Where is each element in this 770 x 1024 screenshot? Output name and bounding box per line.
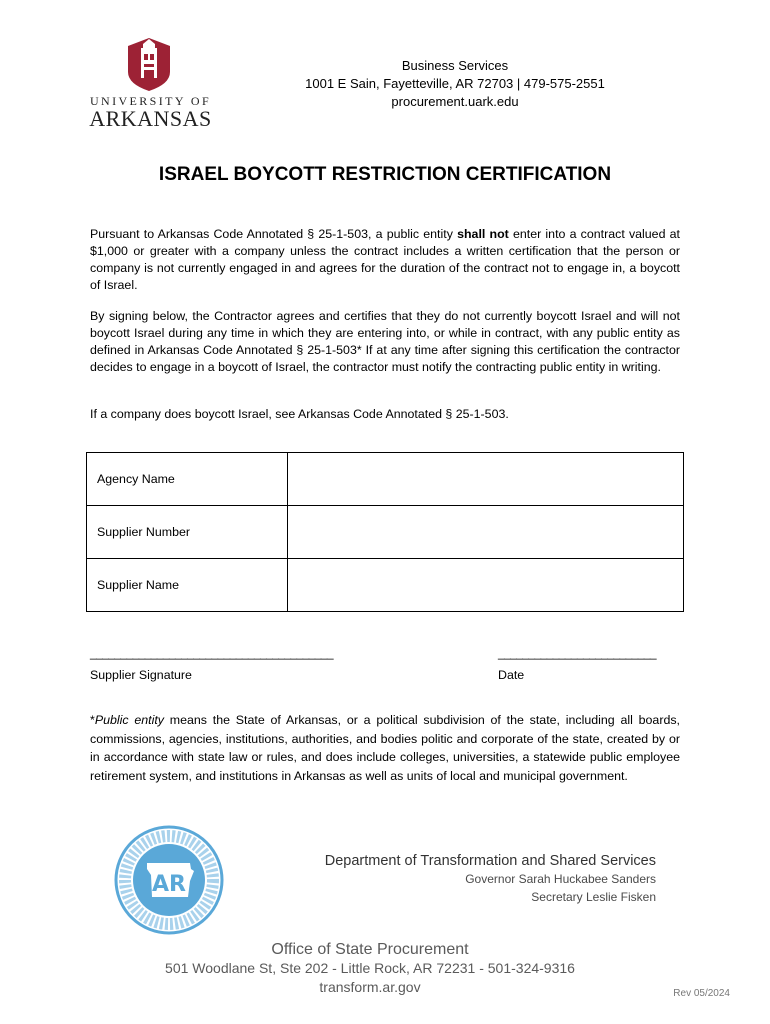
- date-label: Date: [498, 668, 525, 682]
- agency-name-field[interactable]: [288, 453, 684, 506]
- letterhead-dept: Business Services: [401, 58, 509, 73]
- signature-line[interactable]: ________________________________________: [90, 646, 333, 660]
- university-wordmark-bottom: ARKANSAS: [89, 106, 212, 131]
- footnote-text: means the State of Arkansas, or a political subdivision of the state, including all boards, commissions, agencies, institutions, authorities, and bodies politic and corporate of the state, created by or in accordance with state law or rules, and does include colleges, universities, a statewide public employee retirement system, and institutions in Arkansas as well as units of local and municipal government.: [90, 713, 680, 783]
- seal-text: AR: [152, 872, 186, 897]
- university-logo: [88, 34, 213, 130]
- supplier-number-field[interactable]: [288, 506, 684, 559]
- signature-label: Supplier Signature: [90, 668, 192, 682]
- footnote-public-entity: [90, 711, 680, 785]
- supplier-name-label: Supplier Name: [87, 559, 288, 612]
- document-title: ISRAEL BOYCOTT RESTRICTION CERTIFICATION: [158, 164, 612, 185]
- paragraph-boycott-note: If a company does boycott Israel, see Arkansas Code Annotated § 25-1-503.: [90, 407, 509, 421]
- department-name: Department of Transformation and Shared Services: [324, 853, 656, 869]
- supplier-number-label: Supplier Number: [87, 506, 288, 559]
- office-address: 501 Woodlane St, Ste 202 - Little Rock, AR 72231 - 501-324-9316: [165, 960, 575, 976]
- table-row: [87, 453, 684, 506]
- table-row: [87, 559, 684, 612]
- letterhead: [250, 57, 660, 111]
- agency-name-label: Agency Name: [87, 453, 288, 506]
- university-wordmark-top: UNIVERSITY OF: [89, 94, 212, 108]
- paragraph-statute: [90, 226, 680, 294]
- department-secretary: Secretary Leslie Fisken: [531, 890, 656, 904]
- old-main-tower-icon: [124, 34, 174, 92]
- footnote-star: *: [90, 713, 95, 727]
- office-block: [140, 940, 600, 997]
- supplier-info-table: [86, 452, 684, 612]
- department-block: [300, 852, 656, 906]
- office-name: Office of State Procurement: [271, 941, 469, 958]
- paragraph-statute-bold: shall not: [457, 227, 509, 241]
- revision-label: Rev 05/2024: [673, 988, 730, 999]
- table-row: [87, 506, 684, 559]
- office-website: transform.ar.gov: [319, 979, 421, 995]
- department-governor: Governor Sarah Huckabee Sanders: [465, 872, 656, 886]
- paragraph-statute-pre: Pursuant to Arkansas Code Annotated § 25-1-503, a public entity: [90, 227, 458, 241]
- date-line[interactable]: __________________________: [498, 646, 656, 660]
- footnote-term: Public entity: [94, 713, 164, 727]
- supplier-name-field[interactable]: [288, 559, 684, 612]
- letterhead-address: 1001 E Sain, Fayetteville, AR 72703 | 479-575-2551: [305, 76, 605, 91]
- letterhead-website: procurement.uark.edu: [391, 94, 519, 109]
- dept-seal: [114, 825, 224, 935]
- paragraph-certification: By signing below, the Contractor agrees and certifies that they do not currently boycott Israel and will not boycott Israel during any time in which they are entering into, or while in contract, with any public entity as defined in Arkansas Code Annotated § 25-1-503* If at any time after signing this certification the contractor decides to engage in a boycott of Israel, the contractor must notify the contracting public entity in writing.: [90, 309, 680, 374]
- arkansas-seal-icon: [114, 825, 224, 935]
- paragraph-statute-post: enter into a contract valued at $1,000 or greater with a company unless the contract includes a written certification that the person or company is not currently engaged in and agrees for the duration of the contract not to engage in, a boycott of Israel.: [90, 227, 680, 292]
